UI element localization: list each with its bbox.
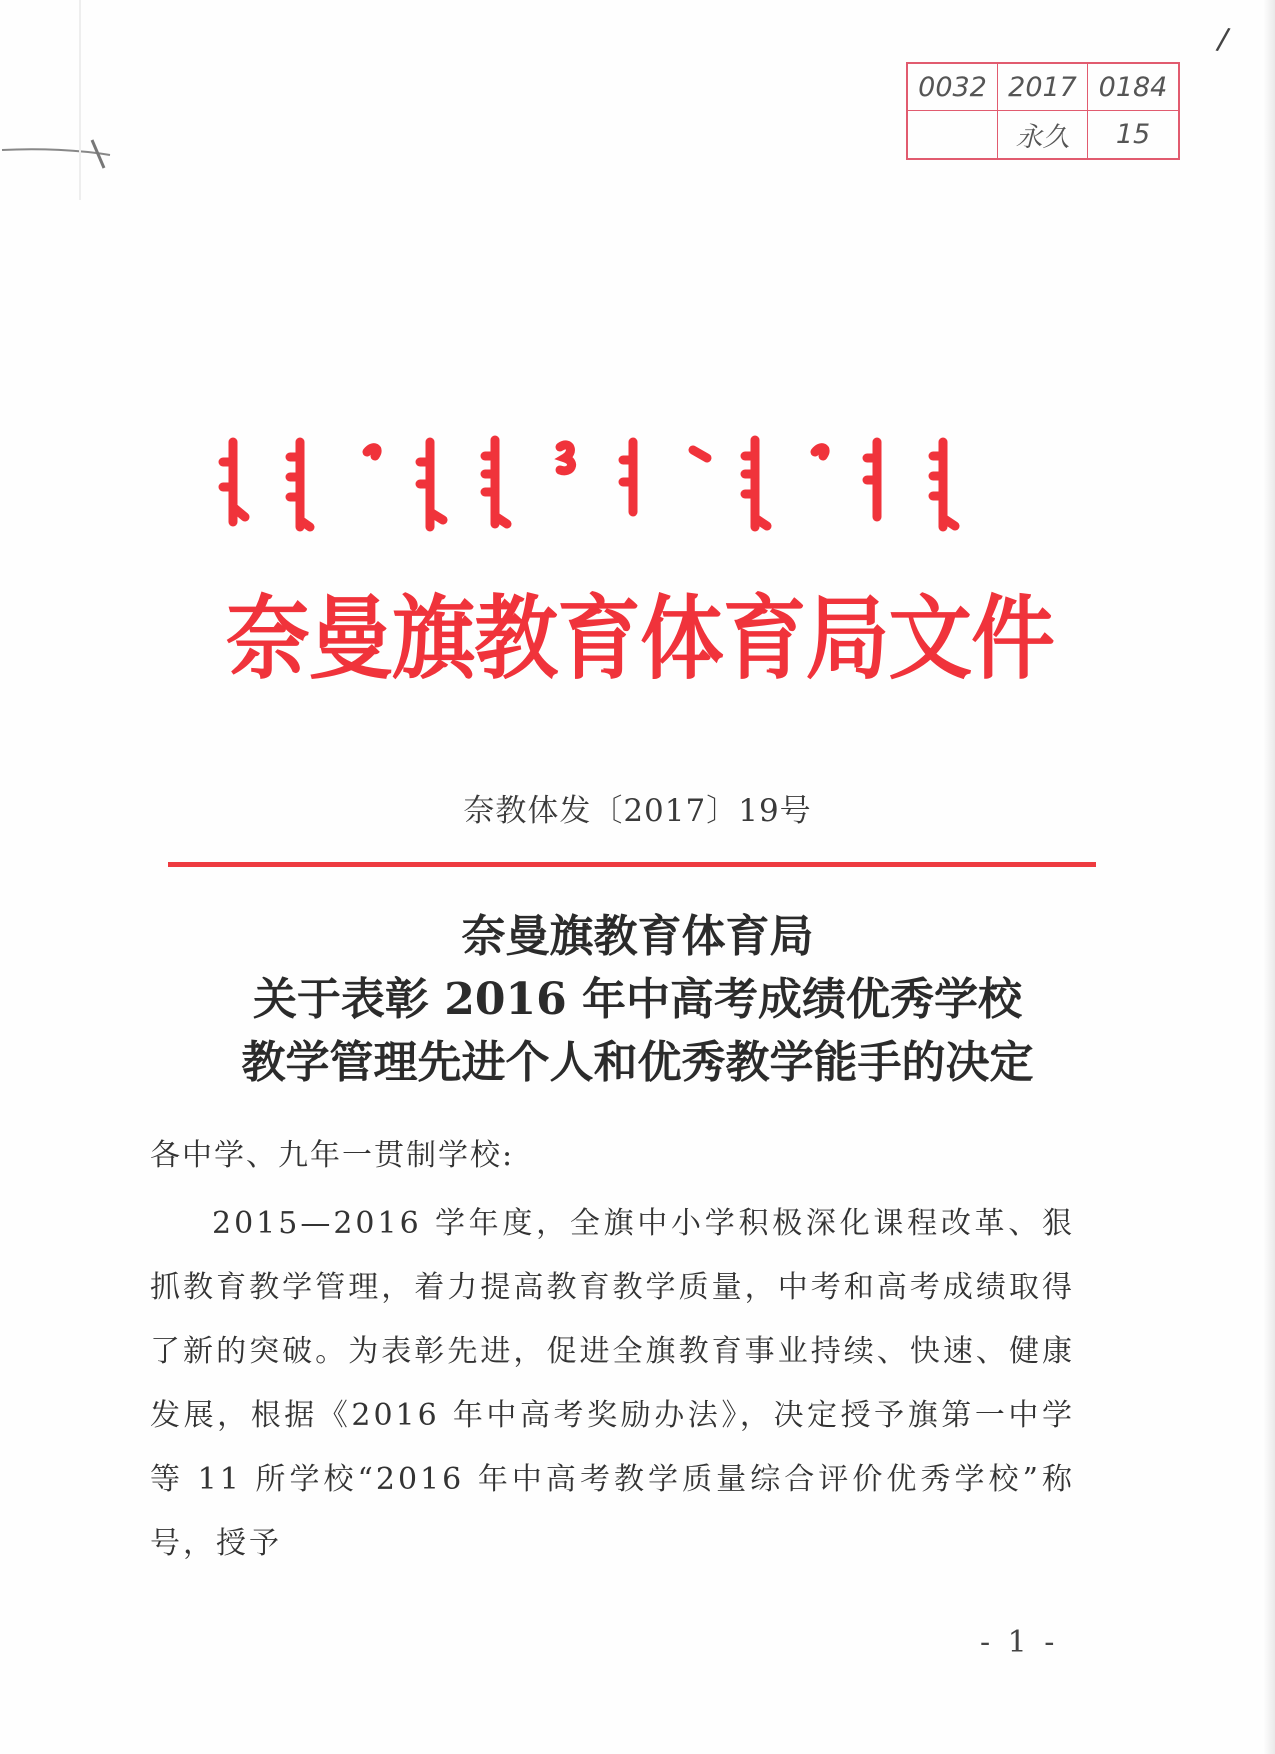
stamp-blank-cell <box>908 111 998 158</box>
handwritten-corner-mark: / <box>1214 21 1232 58</box>
body-paragraph: 2015—2016 学年度，全旗中小学积极深化课程改革、狠抓教育教学管理，着力提高教育教学质量，中考和高考成绩取得了新的突破。为表彰先进，促进全旗教育事业持续、快速、健康发展，根据《2016 年中高考奖励办法》，决定授予旗第一中学等 11 所学校“2016 年中高考教学质量综合评价优秀学校”称号，授予 <box>150 1206 1075 1561</box>
document-number: 奈教体发〔2017〕19号 <box>463 793 812 829</box>
red-divider-line <box>168 862 1096 867</box>
decision-title-line-2: 关于表彰 2016 年中高考成绩优秀学校 <box>252 974 1023 1025</box>
decision-title-line-1: 奈曼旗教育体育局 <box>461 911 814 962</box>
scan-edge-shadow <box>1263 0 1275 1754</box>
page-number: - 1 - <box>980 1625 1059 1660</box>
salutation: 各中学、九年一贯制学校: <box>150 1138 515 1173</box>
stamp-fonds-number: 0032 <box>908 64 998 111</box>
mongolian-script-header <box>215 432 1035 532</box>
stamp-retention-period: 永久 <box>998 111 1088 158</box>
stamp-year: 2017 <box>998 64 1088 111</box>
stamp-page-count: 15 <box>1115 119 1151 150</box>
archive-stamp <box>906 62 1180 160</box>
masthead-title: 奈曼旗教育体育局文件 <box>225 587 1055 692</box>
binding-staple-mark <box>0 0 130 200</box>
stamp-item-number: 0184 <box>1088 64 1178 111</box>
decision-title-line-3: 教学管理先进个人和优秀教学能手的决定 <box>241 1037 1034 1088</box>
